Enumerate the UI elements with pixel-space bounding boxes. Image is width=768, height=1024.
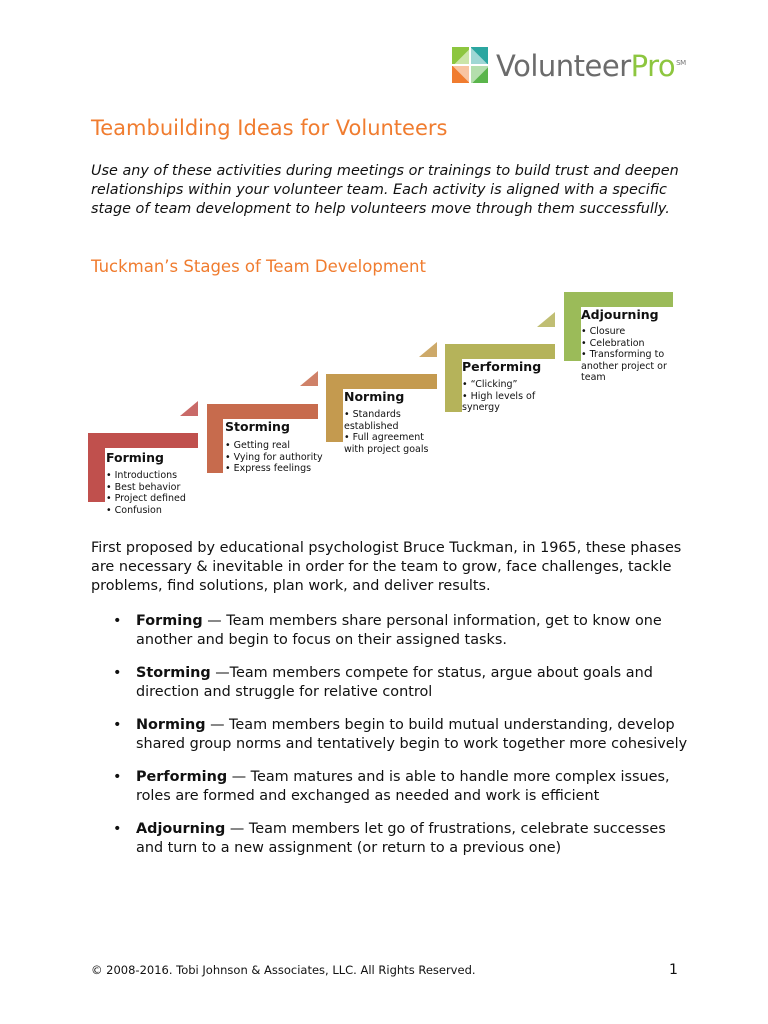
stage-adjourning-title: Adjourning: [581, 307, 659, 322]
list-item: [113, 664, 693, 701]
stage-norming-items: [344, 409, 432, 455]
bullet-term: Norming: [136, 717, 206, 733]
list-item: • Introductions: [106, 470, 206, 482]
list-item: • Full agreement with project goals: [344, 432, 432, 455]
stage-adjourning-items: [581, 326, 677, 384]
volunteerpro-logo: [452, 46, 686, 86]
tuckman-stages-diagram: [85, 285, 685, 525]
list-item: • Express feelings: [225, 463, 325, 475]
list-item: • Confusion: [106, 505, 206, 517]
list-item: • Getting real: [225, 440, 325, 452]
list-item: [113, 716, 693, 753]
section-subtitle: Tuckman’s Stages of Team Development: [91, 257, 426, 276]
list-item: • “Clicking”: [462, 379, 542, 391]
bullet-text: — Team matures and is able to handle more complex issues, roles are formed and exchanged as needed and work is efficient: [136, 769, 670, 804]
logo-wordmark: VolunteerPro℠: [496, 49, 686, 83]
intro-paragraph: Use any of these activities during meetings or trainings to build trust and deepen relationships within your volunteer team. Each activity is aligned with a specific stage of team development to help volunteers move through them successfully.: [91, 163, 679, 217]
list-item: [113, 612, 693, 649]
tuckman-paragraph: First proposed by educational psychologist Bruce Tuckman, in 1965, these phases are necessary & inevitable in order for the team to grow, face challenges, tackle problems, find solutions, plan work, and deliver results.: [91, 540, 682, 594]
stage-forming-title: Forming: [106, 450, 164, 465]
stage-storming-items: [225, 440, 325, 475]
list-item: [113, 768, 693, 805]
stage-norming-title: Norming: [344, 389, 405, 404]
stage-storming-title: Storming: [225, 419, 290, 434]
page-title: Teambuilding Ideas for Volunteers: [91, 116, 448, 140]
list-item: • High levels of synergy: [462, 391, 542, 414]
list-item: • Celebration: [581, 338, 677, 350]
list-item: • Project defined: [106, 493, 206, 505]
stage-performing-items: [462, 379, 542, 414]
bullet-text: — Team members share personal information, get to know one another and begin to focus on their assigned tasks.: [136, 613, 662, 648]
bullet-text: —Team members compete for status, argue about goals and direction and struggle for relative control: [136, 665, 653, 700]
list-item: • Transforming to another project or team: [581, 349, 677, 384]
list-item: • Best behavior: [106, 482, 206, 494]
bullet-term: Forming: [136, 613, 203, 629]
bullet-text: — Team members begin to build mutual understanding, develop shared group norms and tentatively begin to work together more cohesively: [136, 717, 688, 752]
logo-mark-icon: [452, 47, 490, 85]
bullet-term: Performing: [136, 769, 228, 785]
list-item: [113, 820, 693, 857]
list-item: • Standards established: [344, 409, 432, 432]
bullet-text: — Team members let go of frustrations, celebrate successes and turn to a new assignment (or return to a previous one): [136, 821, 666, 856]
bullet-term: Adjourning: [136, 821, 226, 837]
stage-forming-items: [106, 470, 206, 516]
stage-definitions-list: [113, 612, 693, 857]
list-item: • Closure: [581, 326, 677, 338]
list-item: • Vying for authority: [225, 452, 325, 464]
copyright-footer: © 2008-2016. Tobi Johnson & Associates, LLC. All Rights Reserved.: [91, 963, 476, 977]
page-number: 1: [669, 962, 678, 978]
bullet-term: Storming: [136, 665, 211, 681]
stage-performing-title: Performing: [462, 359, 542, 374]
